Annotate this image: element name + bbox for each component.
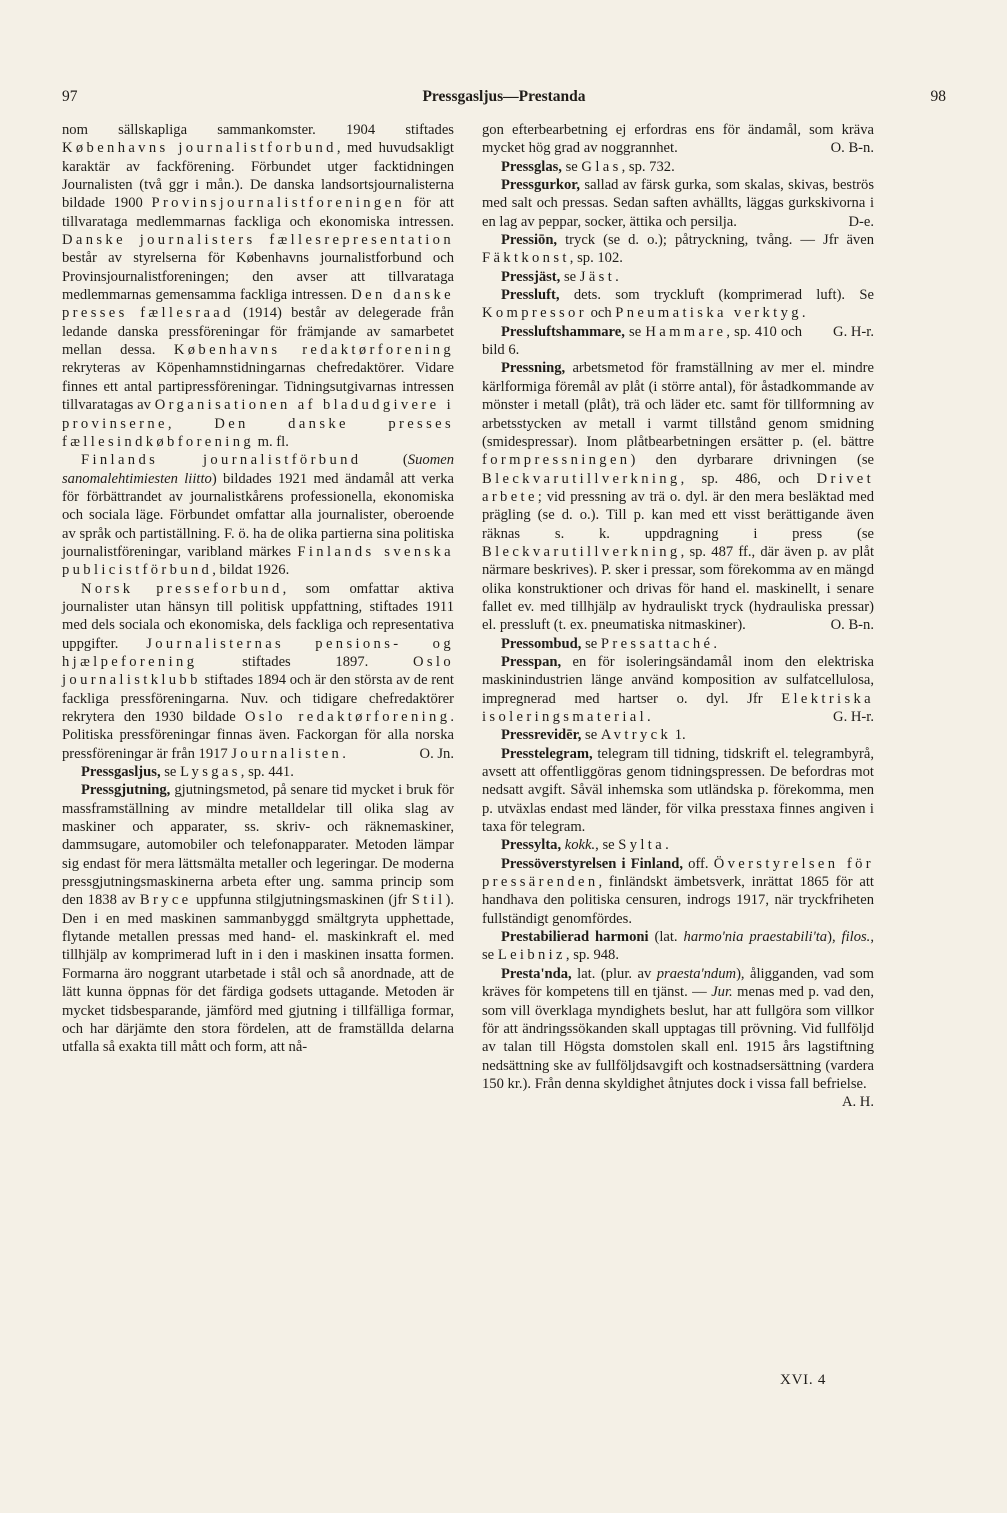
entry-pressglas: Pressglas, se Glas, sp. 732. <box>501 158 675 175</box>
right-column <box>482 121 874 1112</box>
entry-pressoverstyrelsen: Pressöverstyrelsen i Finland, off. Överstyrelsen för pressärenden, finländskt ämbetsverk, inrättat 1865 för att handhava den politiska censuren, indrogs 1917, när tryckfriheten fullständigt genomfördes. <box>482 855 874 927</box>
headword: Pressning, <box>501 360 566 377</box>
entry-pressgjutning-cont: gon efterbearbetning ej erfordras ens för ändamål, som kräva mycket hög grad av noggrannhet. O. B-n. <box>482 122 874 157</box>
entry-pressylta: Pressylta, kokk., se Sylta. <box>501 837 669 854</box>
author-signature: D-e. <box>848 213 874 230</box>
headword: Pressgasljus, <box>81 764 161 781</box>
author-signature: G. H-r. <box>833 709 874 725</box>
headword: Pressgurkor, <box>501 177 581 194</box>
headword: Presta'nda, <box>501 965 572 982</box>
header-title: Pressgasljus—Prestanda <box>422 88 586 105</box>
headword: Presstelegram, <box>501 745 593 762</box>
entry-prestanda: Presta'nda, lat. (plur. av praesta'ndum), åligganden, vad som kräves för kompetens till en tjänst. — Jur. menas med p. vad den, som vill överklaga myndighets beslut, har att fullgöra som villkor för att ändringssökanden skall upptagas till prövning. Vid fullföljd av talan till Högsta domstolen skall enl. 1915 års lagstiftning nedsättning ske av fullföljdsavgift och kostnadsersättning (vardera 150 kr.). Från denna skyldighet åtnjutes dock i vissa fall befrielse. A. H. <box>482 965 874 1111</box>
paragraph-norway: Norsk presseforbund, som omfattar aktiva journalister utan hänsyn till politisk uppfattning, stiftades 1911 med dels sociala och ekonomiska, dels fackliga och representativa uppgifter. Journalisternas pensions- og hjælpeforening stiftades 1897. Oslo journalistklubb stiftades 1894 och är den största av de rent fackliga pressföreningarna. Nuv. och tidigare chefredaktörer rekrytera den 1930 bildade Oslo redaktørforening. Politiska pressföreningar finnas även. Fackorgan för alla norska pressföreningar är från 1917 Journalisten. O. Jn. <box>62 580 455 762</box>
entry-pressluftshammare: Pressluftshammare, se Hammare, sp. 410 och bild 6. <box>482 323 803 359</box>
entry-pressning: Pressning, arbetsmetod för framställning av mer el. mindre kärlformiga föremål av plåt (i större antal), för åstadkommande av mönster i metall (plåt), trä och läder etc. samt för tillformning av arbetsstycken av metall i varmt tillstånd genom smidning (smidespressar). Inom plåtbearbetningen ersätter p. (el. bättre formpressningen) den dyrbarare drivningen (se Bleckvarutillverkning, sp. 486, och Drivet arbete; vid pressning av trä o. dyl. är den mera besläktad med prägling (se d. o.). Till p. kan med ett visst berättigande även räknas s. k. uppdragning i press (se Bleckvarutillverkning, sp. 487 ff., där även p. av plåt närmare beskrives). P. sker i pressar, som förekomma av en mängd olika konstruktioner och drivas för hand el. maskinellt, i senare fallet ev. med tillhjälp av hydrauliskt tryck (hydrauliska pressar) el. pressluft (t. ex. pneumatiska nitmaskiner). O. B-n. <box>482 360 874 634</box>
headword: Prestabilierad harmoni <box>501 929 649 946</box>
author-signature: O. B-n. <box>830 617 874 634</box>
headword: Pressluft, <box>501 287 560 304</box>
headword: Pressöverstyrelsen i Finland, <box>501 855 684 872</box>
headword: Pressglas, <box>501 158 562 175</box>
entry-pressjast: Pressjäst, se Jäst. <box>501 268 619 285</box>
author-signature: O. Jn. <box>419 745 454 762</box>
entry-pressrevider: Pressrevidēr, se Avtryck 1. <box>501 727 686 744</box>
headword: Pressylta, <box>501 837 562 854</box>
entry-pressombud: Pressombud, se Pressattaché. <box>501 635 717 652</box>
headword: Pressrevidēr, <box>501 727 582 744</box>
entry-presspan: Presspan, en för isoleringsändamål inom den elektriska maskinindustrien länge använd komposition av sulfatcellulosa, impregnerad med hartser o. dyl. Jfr Elektriska isoleringsmaterial. G. H-r. <box>482 653 874 725</box>
signature-mark: XVI. 4 <box>780 1372 827 1388</box>
entry-pressgurkor: Pressgurkor, sallad av färsk gurka, som skalas, skivas, beströs med salt och pressas. Sedan saften avhällts, läggas gurkskivorna i en lag av peppar, socker, ättika och persilja. D-e. <box>482 177 874 230</box>
headword: Pressluftshammare, <box>501 323 625 340</box>
entry-pressluft: Pressluft, dets. som tryckluft (komprimerad luft). Se Kompressor och Pneumatiska verktyg. G. H-r. <box>482 287 874 340</box>
author-signature: A. H. <box>841 1094 874 1111</box>
headword: Pressgjutning, <box>81 782 171 799</box>
entry-presstelegram: Presstelegram, telegram till tidning, tidskrift el. telegrambyrå, avsett att offentliggöras genom tidningspressen. De befordras mot nedsatt avgift. Såväl inhemska som utländska p. förekomma, men p. utväxlas endast med länder, för vilka presstaxa finnes angiven i taxa för telegram. <box>482 745 874 836</box>
running-header <box>62 88 946 112</box>
left-column <box>62 121 454 1057</box>
headword: Pressombud, <box>501 635 582 652</box>
page-number-left: 97 <box>62 88 78 105</box>
entry-pression: Pressiōn, tryck (se d. o.); påtryckning, tvång. — Jfr även Fäktkonst, sp. 102. <box>482 232 874 267</box>
headword: Pressiōn, <box>501 232 558 249</box>
headword: Presspan, <box>501 653 562 670</box>
author-signature: G. H-r. <box>833 323 874 340</box>
author-signature: O. B-n. <box>830 140 874 157</box>
page-number-right: 98 <box>930 88 946 105</box>
headword: Pressjäst, <box>501 268 561 285</box>
entry-prestabilierad-harmoni: Prestabilierad harmoni (lat. harmo'nia praestabili'ta), filos., se Leibniz, sp. 948. <box>482 929 874 964</box>
paragraph-finland: Finlands journalistförbund (Suomen sanomalehtimiesten liitto) bildades 1921 med ändamål att verka för förbättrandet av journalistkårens professionella, ekonomiska och sociala läge. Förbundet omfattar alla journalister, oberoende av språk och partiställning. F. ö. ha de olika partierna sina politiska journalistföreningar, varibland märkes Finlands svenska publicistförbund, bildat 1926. <box>62 452 455 579</box>
paragraph-denmark: nom sällskapliga sammankomster. 1904 stiftades Københavns journalistforbund, med huvudsakligt karaktär av fackförening. Förbundet utger facktidningen Journalisten (två ggr i mån.). De danska landsortsjournalisterna bildade 1900 Provinsjournalistforeningen för att tillvarataga medlemmarnas fackliga och ekonomiska intressen. Danske journalisters fællesrepresentation består av styrelserna för Københavns journalistforbund och Provinsjournalistforeningen; den avser att tillvarataga medlemmarnas gemensamma fackliga intressen. Den danske presses fællesraad (1914) består av delegerade från ledande danska pressföreningar för främjande av samarbetet mellan dessa. Københavns redaktørforening rekryteras av Köpenhamnstidningarnas chefredaktörer. Vidare finnes ett antal partipressföreningar. Tidningsutgivarnas intressen tillvaratagas av Organisationen af bladudgivere i provinserne, Den danske presses fællesindkøbforening m. fl. <box>62 122 454 450</box>
entry-pressgjutning: Pressgjutning, gjutningsmetod, på senare tid mycket i bruk för massframställning av mindre metalldelar till olika slag av maskiner och apparater, ss. skriv- och räknemaskiner, dammsugare, automobiler och telefonapparater. Metoden lämpar sig endast för mera lättsmälta metaller och legeringar. De moderna pressgjutningsmaskinerna arbeta efter ung. samma princip som den 1838 av Bryce uppfunna stilgjutningsmaskinen (jfr Stil). Den i en med maskinen sammanbyggd smältgryta upphettade, flytande metallen pressas med hand- el. maskinkraft el. med tillhjälp av komprimerad luft in i den i maskinen insatta formen. Formarna äro noggrant utarbetade i stål och så anordnade, att de lätt kunna öppnas för det färdiga godsets uttagande. Metoden är mycket tidsbesparande, jämförd med gjutning i tillfälliga formar, och har därjämte den stora fördelen, att de framställda delarna utfalla så exakta till mått och form, att nå- <box>62 782 455 1056</box>
entry-pressgasljus: Pressgasljus, se Lysgas, sp. 441. <box>81 764 294 781</box>
